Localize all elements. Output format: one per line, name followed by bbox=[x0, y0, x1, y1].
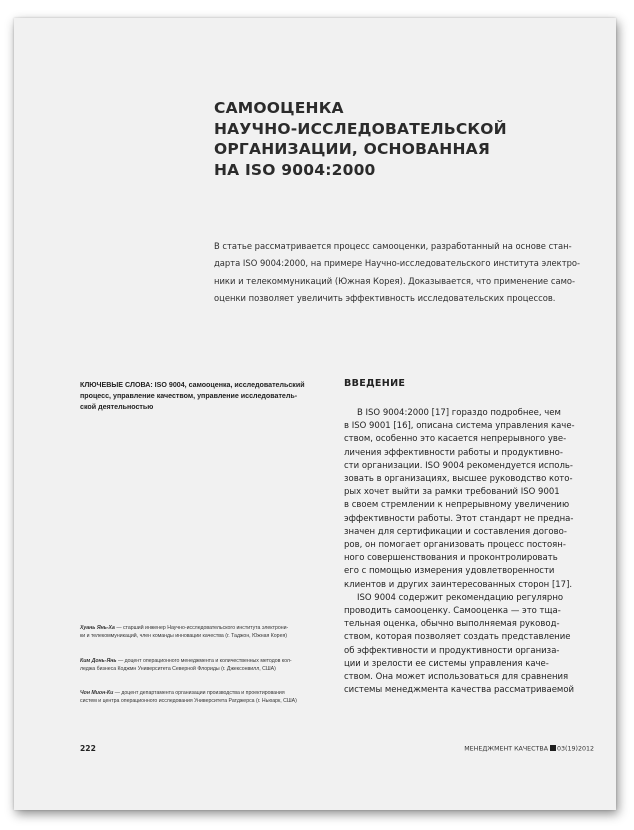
body-line: проводить самооценку. Самооценка — это тща- bbox=[344, 606, 561, 617]
journal-issue: 03(19)2012 bbox=[557, 745, 594, 753]
body-text bbox=[344, 407, 606, 697]
body-line: тельная оценка, обычно выполняемая руковод- bbox=[344, 619, 560, 630]
body-line: в своем стремлении к непрерывному увеличению bbox=[344, 500, 570, 511]
abstract-line: оценки позволяет увеличить эффективность исследовательских процессов. bbox=[214, 293, 556, 304]
body-line: ISO 9004 содержит рекомендацию регулярно bbox=[357, 592, 564, 603]
author-line bbox=[80, 689, 330, 697]
author-line bbox=[80, 624, 330, 632]
body-line: сти организации. ISO 9004 рекомендуется исполь- bbox=[344, 460, 573, 471]
body-line: личения эффективности работы и продуктивно- bbox=[344, 447, 563, 458]
journal-footer bbox=[464, 745, 594, 753]
body-line: ством, которая позволяет создать представление bbox=[344, 632, 571, 643]
article-abstract bbox=[214, 238, 598, 308]
author-description: систем и центра операционного исследования Университета Ратджерса (г. Ньюарк, США) bbox=[80, 698, 297, 704]
author-description: ки и телекоммуникаций, член команды инновации качества (г. Таджон, Южная Корея) bbox=[80, 633, 287, 639]
author-name: Хуань Янь-Ха bbox=[80, 625, 115, 631]
journal-name: МЕНЕДЖМЕНТ КАЧЕСТВА bbox=[464, 745, 549, 753]
abstract-line: ники и телекоммуникаций (Южная Корея). Доказывается, что применение само- bbox=[214, 275, 576, 286]
body-line: об эффективности и продуктивности организа- bbox=[344, 645, 560, 656]
body-line: значен для сертификации и составления догово- bbox=[344, 526, 567, 537]
author-note bbox=[80, 624, 330, 640]
body-line: эффективности работы. Этот стандарт не предна- bbox=[344, 513, 574, 524]
abstract-line: дарта ISO 9004:2000, на примере Научно-исследовательского института электро- bbox=[214, 258, 581, 269]
title-line: ОРГАНИЗАЦИИ, ОСНОВАННАЯ bbox=[214, 140, 490, 158]
body-line: ством. Она может использоваться для сравнения bbox=[344, 672, 569, 683]
keywords-line: КЛЮЧЕВЫЕ СЛОВА: ISO 9004, самооценка, исследовательский bbox=[80, 381, 305, 389]
author-note bbox=[80, 689, 330, 705]
keywords-line: ской деятельностью bbox=[80, 403, 154, 411]
author-description: — доцент операционного менеджмента и количественных методов кол- bbox=[116, 658, 292, 664]
body-line: ции и зрелости ее системы управления каче- bbox=[344, 658, 549, 669]
title-line: НА ISO 9004:2000 bbox=[214, 160, 376, 179]
body-line: В ISO 9004:2000 [17] гораздо подробнее, чем bbox=[357, 408, 561, 418]
body-line: системы менеджмента качества рассматриваемой bbox=[344, 685, 575, 696]
keywords-block bbox=[80, 380, 332, 413]
journal-page bbox=[14, 18, 616, 810]
article-title bbox=[214, 98, 594, 180]
body-line: ров, он помогает организовать процесс постоян- bbox=[344, 540, 566, 551]
author-name: Ким Донь-Янь bbox=[80, 658, 117, 664]
body-line: рых хочет выйти за рамки требований ISO 9001 bbox=[344, 487, 560, 498]
page-number: 222 bbox=[80, 744, 96, 753]
body-line: ством, особенно это касается непрерывного уве- bbox=[344, 434, 567, 445]
section-heading-introduction: ВВЕДЕНИЕ bbox=[344, 378, 406, 389]
body-line: зовать в организациях, высшее руководство кото- bbox=[344, 474, 573, 485]
body-line: в ISO 9001 [16], описана система управления каче- bbox=[344, 421, 575, 432]
body-line: ного совершенствования и проконтролировать bbox=[344, 553, 558, 564]
author-description: — доцент департамента организации производства и проектирования bbox=[113, 690, 285, 696]
keywords-line: процесс, управление качеством, управление исследователь- bbox=[80, 392, 298, 400]
abstract-line: В статье рассматривается процесс самооценки, разработанный на основе стан- bbox=[214, 241, 572, 251]
title-line: НАУЧНО-ИССЛЕДОВАТЕЛЬСКОЙ bbox=[214, 119, 507, 138]
body-line: клиентов и других заинтересованных сторон [17]. bbox=[344, 579, 573, 590]
author-line bbox=[80, 657, 330, 665]
body-line: его с помощью измерения удовлетворенности bbox=[344, 566, 555, 577]
author-description: — старший инженер Научно-исследовательского института электрони- bbox=[114, 625, 289, 631]
title-line: САМООЦЕНКА bbox=[214, 99, 344, 117]
author-name: Чон Мион-Ки bbox=[80, 690, 114, 696]
author-description: леджа бизнеса Коджмн Университета Северной Флориды (г. Джексонвилл, США) bbox=[80, 666, 276, 672]
author-note bbox=[80, 657, 330, 673]
square-separator-icon bbox=[550, 745, 556, 751]
